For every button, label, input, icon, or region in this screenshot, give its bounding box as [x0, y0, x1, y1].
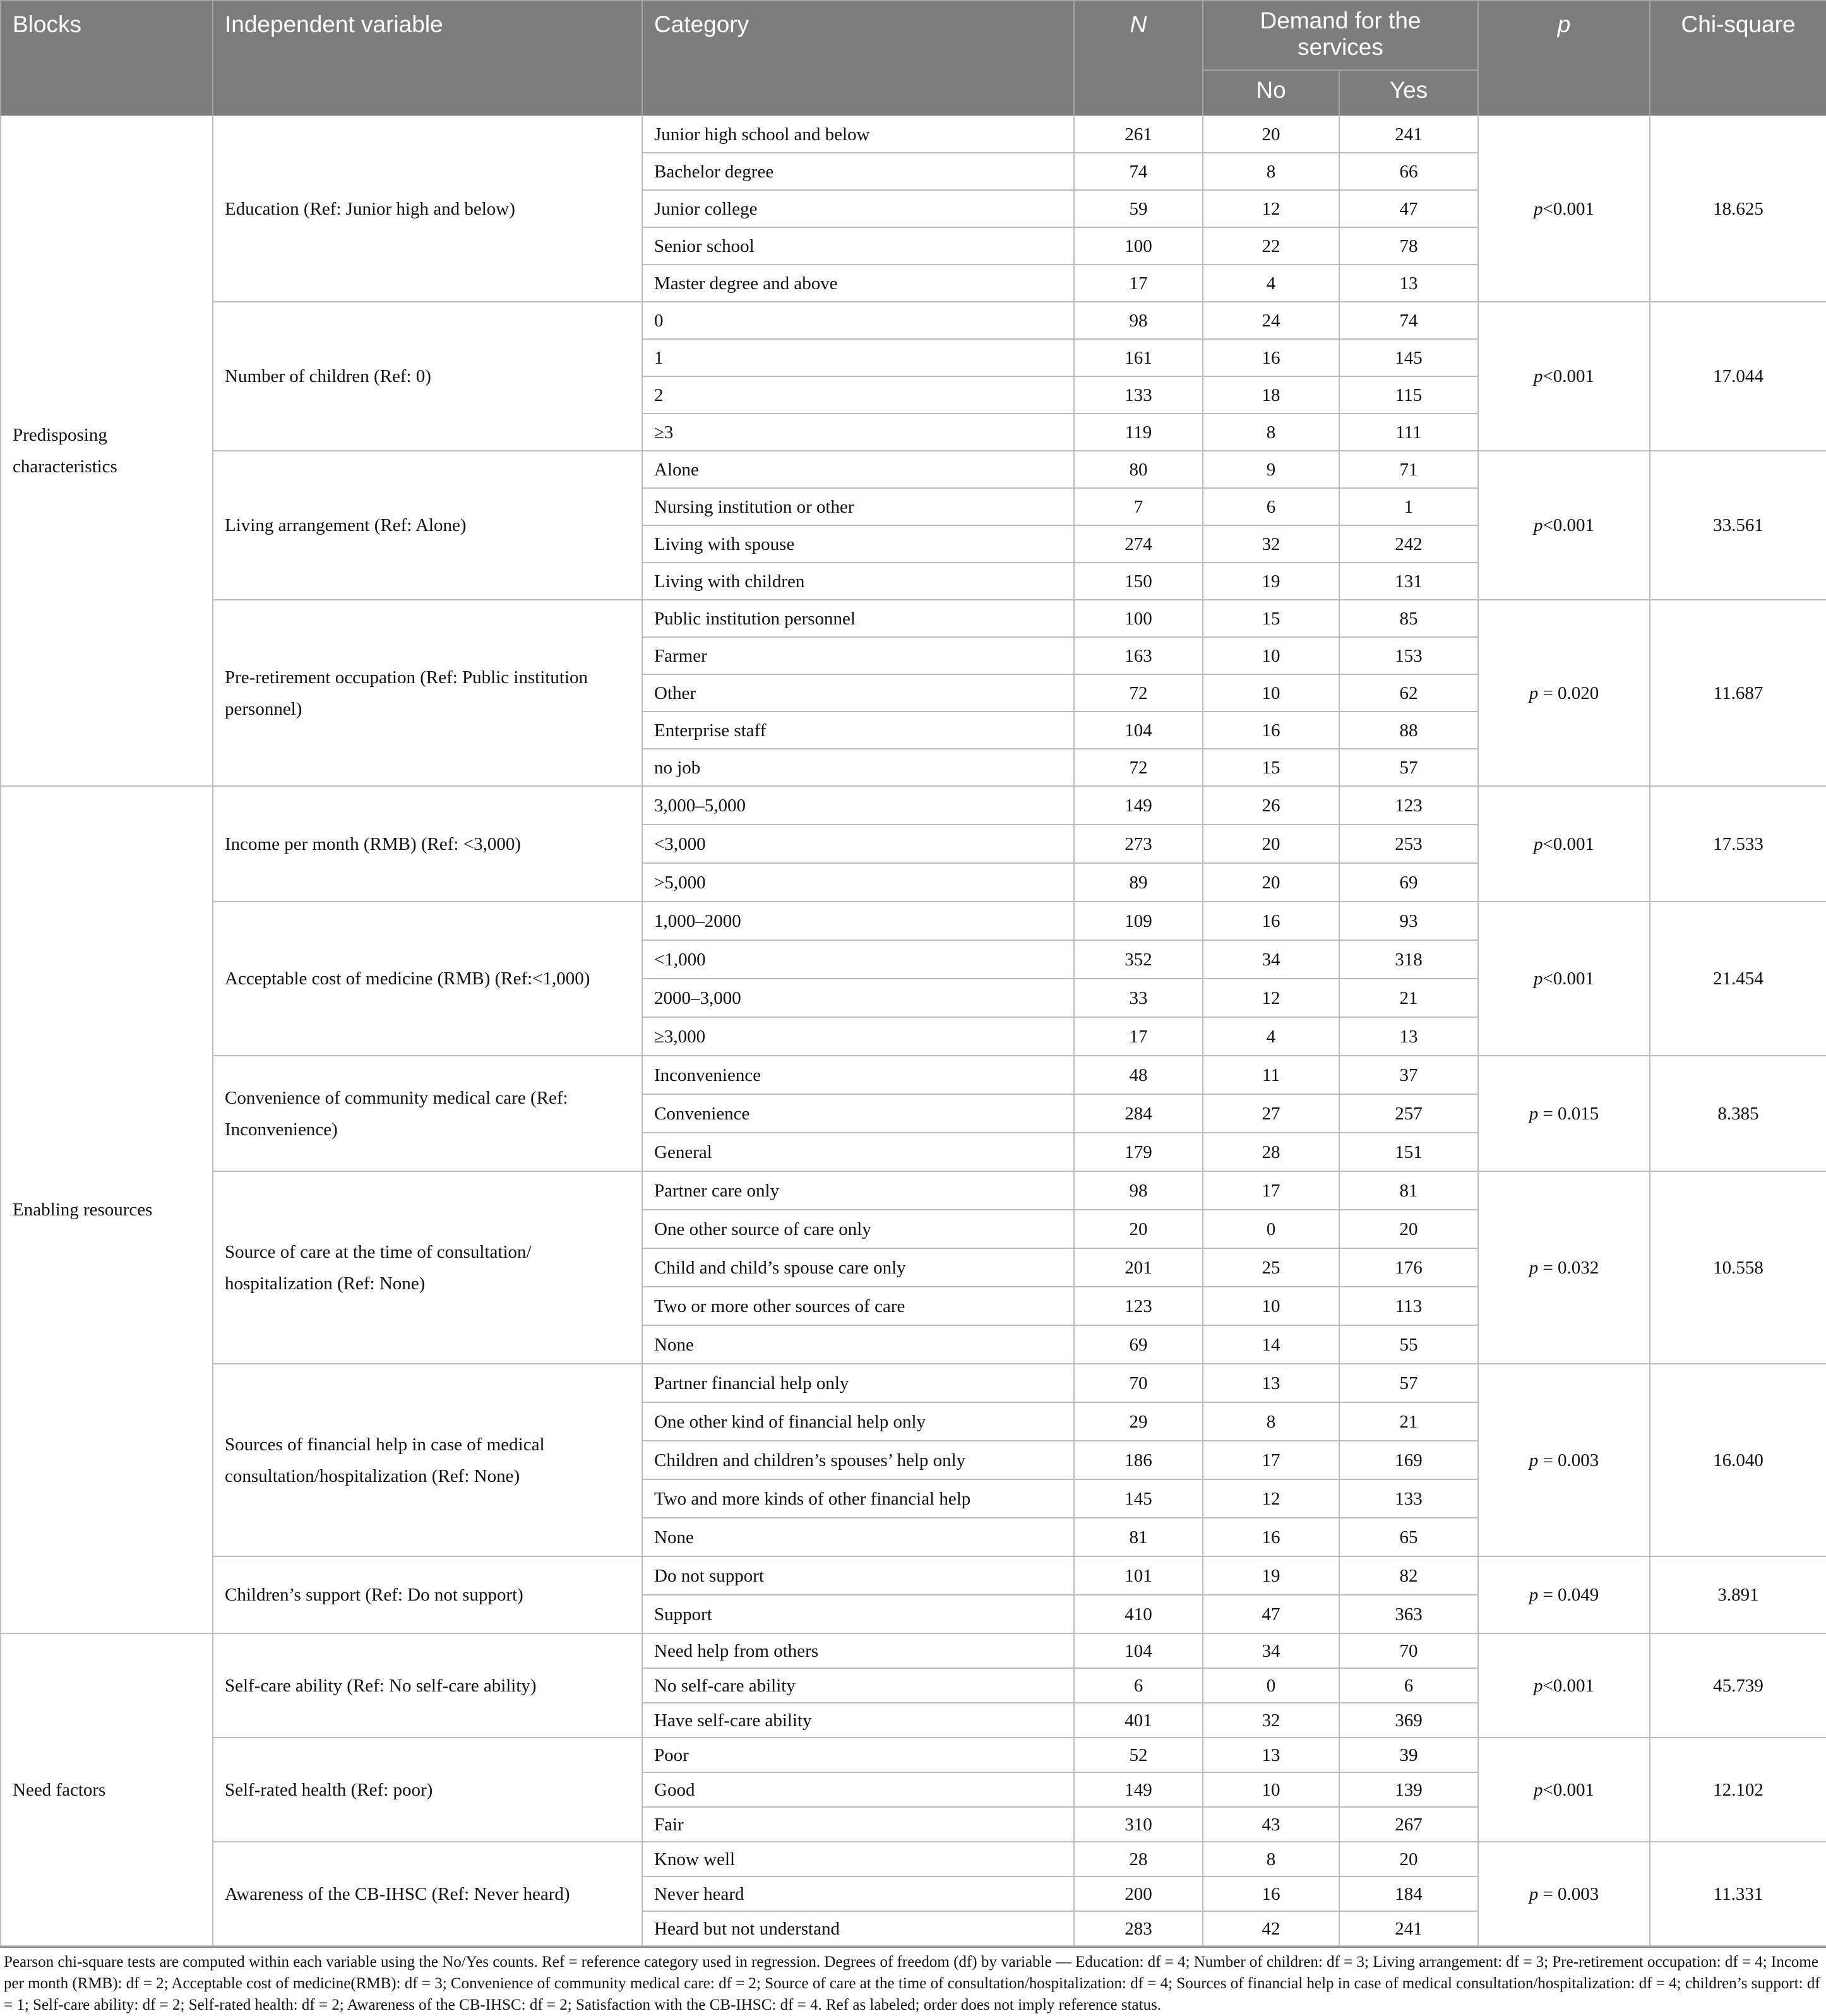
header-blocks: Blocks: [1, 1, 213, 116]
no-count-cell: 32: [1203, 525, 1339, 563]
no-count-cell: 11: [1203, 1056, 1339, 1094]
table-row: [1, 1633, 1826, 1668]
no-count-cell: 4: [1203, 265, 1339, 302]
category-cell: Junior high school and below: [642, 116, 1074, 153]
category-cell: Inconvenience: [642, 1056, 1074, 1094]
n-cell: 161: [1074, 339, 1203, 376]
n-cell: 80: [1074, 451, 1203, 488]
yes-count-cell: 82: [1339, 1556, 1478, 1595]
n-cell: 72: [1074, 749, 1203, 786]
yes-count-cell: 39: [1339, 1738, 1478, 1772]
chi-square-cell: 33.561: [1650, 451, 1826, 600]
n-cell: 72: [1074, 674, 1203, 712]
n-cell: 410: [1074, 1595, 1203, 1633]
chi-square-cell: 18.625: [1650, 116, 1826, 302]
no-count-cell: 10: [1203, 1287, 1339, 1325]
chi-square-cell: 12.102: [1650, 1738, 1826, 1842]
block-label: Need factors: [1, 1633, 213, 1946]
no-count-cell: 10: [1203, 1772, 1339, 1807]
yes-count-cell: 93: [1339, 902, 1478, 940]
header-category: Category: [642, 1, 1074, 116]
p-value-cell: [1478, 1633, 1650, 1738]
category-cell: Good: [642, 1772, 1074, 1807]
p-value: = 0.003: [1538, 1450, 1599, 1470]
variable-name: Self-rated health (Ref: poor): [213, 1738, 642, 1842]
n-cell: 69: [1074, 1325, 1203, 1364]
yes-count-cell: 6: [1339, 1668, 1478, 1703]
yes-count-cell: 318: [1339, 940, 1478, 979]
no-count-cell: 20: [1203, 116, 1339, 153]
no-count-cell: 8: [1203, 153, 1339, 190]
category-cell: Public institution personnel: [642, 600, 1074, 637]
n-cell: 274: [1074, 525, 1203, 563]
no-count-cell: 12: [1203, 979, 1339, 1017]
p-value: <0.001: [1543, 969, 1595, 989]
table-row: [1, 600, 1826, 637]
yes-count-cell: 20: [1339, 1210, 1478, 1248]
n-cell: 7: [1074, 488, 1203, 525]
no-count-cell: 34: [1203, 940, 1339, 979]
p-symbol: p: [1533, 515, 1543, 535]
no-count-cell: 8: [1203, 1842, 1339, 1876]
variable-name: Children’s support (Ref: Do not support): [213, 1556, 642, 1633]
p-value-cell: [1478, 116, 1650, 302]
category-cell: Support: [642, 1595, 1074, 1633]
category-cell: Alone: [642, 451, 1074, 488]
variable-name: Acceptable cost of medicine (RMB) (Ref:<1,000): [213, 902, 642, 1056]
p-value-cell: [1478, 1056, 1650, 1171]
category-cell: Child and child’s spouse care only: [642, 1248, 1074, 1287]
category-cell: <3,000: [642, 825, 1074, 863]
yes-count-cell: 241: [1339, 116, 1478, 153]
p-value-cell: [1478, 902, 1650, 1056]
no-count-cell: 17: [1203, 1171, 1339, 1210]
table-body: [1, 116, 1826, 1946]
yes-count-cell: 37: [1339, 1056, 1478, 1094]
n-cell: 52: [1074, 1738, 1203, 1772]
category-cell: General: [642, 1133, 1074, 1171]
no-count-cell: 25: [1203, 1248, 1339, 1287]
chi-square-cell: 11.687: [1650, 600, 1826, 786]
category-cell: Have self-care ability: [642, 1703, 1074, 1738]
yes-count-cell: 85: [1339, 600, 1478, 637]
chi-square-cell: 17.533: [1650, 786, 1826, 902]
n-cell: 123: [1074, 1287, 1203, 1325]
yes-count-cell: 145: [1339, 339, 1478, 376]
category-cell: Living with children: [642, 563, 1074, 600]
variable-name: Income per month (RMB) (Ref: <3,000): [213, 786, 642, 902]
n-cell: 149: [1074, 786, 1203, 825]
category-cell: <1,000: [642, 940, 1074, 979]
yes-count-cell: 57: [1339, 749, 1478, 786]
no-count-cell: 4: [1203, 1017, 1339, 1056]
n-cell: 74: [1074, 153, 1203, 190]
yes-count-cell: 111: [1339, 414, 1478, 451]
no-count-cell: 16: [1203, 1876, 1339, 1911]
p-value: <0.001: [1543, 515, 1595, 535]
category-cell: One other source of care only: [642, 1210, 1074, 1248]
yes-count-cell: 153: [1339, 637, 1478, 674]
yes-count-cell: 21: [1339, 979, 1478, 1017]
category-cell: Farmer: [642, 637, 1074, 674]
no-count-cell: 10: [1203, 637, 1339, 674]
no-count-cell: 20: [1203, 863, 1339, 902]
header-p: p: [1478, 1, 1650, 116]
category-cell: Partner care only: [642, 1171, 1074, 1210]
yes-count-cell: 47: [1339, 190, 1478, 227]
table-row: [1, 1171, 1826, 1210]
yes-count-cell: 369: [1339, 1703, 1478, 1738]
p-value: = 0.003: [1538, 1883, 1599, 1904]
p-value: <0.001: [1543, 1779, 1595, 1800]
block-label: Predisposing characteristics: [1, 116, 213, 786]
p-symbol: p: [1529, 683, 1539, 703]
n-cell: 98: [1074, 1171, 1203, 1210]
n-cell: 109: [1074, 902, 1203, 940]
p-symbol: p: [1529, 1103, 1539, 1124]
no-count-cell: 12: [1203, 1479, 1339, 1518]
table-row: [1, 902, 1826, 940]
category-cell: ≥3,000: [642, 1017, 1074, 1056]
p-symbol: p: [1529, 1257, 1539, 1278]
n-cell: 283: [1074, 1911, 1203, 1946]
p-value-cell: [1478, 1364, 1650, 1556]
no-count-cell: 24: [1203, 302, 1339, 339]
p-value-cell: [1478, 1738, 1650, 1842]
n-cell: 150: [1074, 563, 1203, 600]
category-cell: Heard but not understand: [642, 1911, 1074, 1946]
n-cell: 179: [1074, 1133, 1203, 1171]
no-count-cell: 32: [1203, 1703, 1339, 1738]
n-cell: 100: [1074, 227, 1203, 265]
p-value: <0.001: [1543, 366, 1595, 386]
table-row: [1, 451, 1826, 488]
yes-count-cell: 363: [1339, 1595, 1478, 1633]
variable-name: Convenience of community medical care (Ref: Inconvenience): [213, 1056, 642, 1171]
header-yes: Yes: [1339, 70, 1478, 116]
p-symbol: p: [1533, 833, 1543, 854]
category-cell: Convenience: [642, 1094, 1074, 1133]
n-cell: 59: [1074, 190, 1203, 227]
n-cell: 200: [1074, 1876, 1203, 1911]
variable-name: Number of children (Ref: 0): [213, 302, 642, 451]
variable-name: Pre-retirement occupation (Ref: Public institution personnel): [213, 600, 642, 786]
p-value: <0.001: [1543, 833, 1595, 854]
yes-count-cell: 70: [1339, 1633, 1478, 1668]
p-symbol: p: [1533, 969, 1543, 989]
variable-name: Sources of financial help in case of medical consultation/hospitalization (Ref: None): [213, 1364, 642, 1556]
n-cell: 70: [1074, 1364, 1203, 1402]
p-value: <0.001: [1543, 198, 1595, 219]
p-value-cell: [1478, 302, 1650, 451]
n-cell: 149: [1074, 1772, 1203, 1807]
yes-count-cell: 13: [1339, 1017, 1478, 1056]
no-count-cell: 13: [1203, 1364, 1339, 1402]
category-cell: Children and children’s spouses’ help only: [642, 1441, 1074, 1479]
yes-count-cell: 57: [1339, 1364, 1478, 1402]
category-cell: 2: [642, 376, 1074, 414]
category-cell: Do not support: [642, 1556, 1074, 1595]
header-n: N: [1074, 1, 1203, 116]
p-symbol: p: [1533, 198, 1543, 219]
p-value-cell: [1478, 451, 1650, 600]
p-symbol: p: [1533, 1675, 1543, 1696]
category-cell: One other kind of financial help only: [642, 1402, 1074, 1441]
category-cell: Never heard: [642, 1876, 1074, 1911]
category-cell: Poor: [642, 1738, 1074, 1772]
no-count-cell: 9: [1203, 451, 1339, 488]
category-cell: 3,000–5,000: [642, 786, 1074, 825]
p-symbol: p: [1529, 1585, 1539, 1605]
chi-square-cell: 8.385: [1650, 1056, 1826, 1171]
n-cell: 28: [1074, 1842, 1203, 1876]
table-row: [1, 1842, 1826, 1876]
yes-count-cell: 62: [1339, 674, 1478, 712]
yes-count-cell: 69: [1339, 863, 1478, 902]
category-cell: None: [642, 1518, 1074, 1556]
n-cell: 29: [1074, 1402, 1203, 1441]
yes-count-cell: 21: [1339, 1402, 1478, 1441]
yes-count-cell: 115: [1339, 376, 1478, 414]
category-cell: Know well: [642, 1842, 1074, 1876]
yes-count-cell: 257: [1339, 1094, 1478, 1133]
header-chi-square: Chi-square: [1650, 1, 1826, 116]
yes-count-cell: 123: [1339, 786, 1478, 825]
variable-name: Awareness of the CB-IHSC (Ref: Never heard): [213, 1842, 642, 1946]
chi-square-cell: 3.891: [1650, 1556, 1826, 1633]
no-count-cell: 16: [1203, 902, 1339, 940]
no-count-cell: 19: [1203, 1556, 1339, 1595]
n-cell: 284: [1074, 1094, 1203, 1133]
p-symbol: p: [1529, 1883, 1539, 1904]
yes-count-cell: 242: [1339, 525, 1478, 563]
no-count-cell: 27: [1203, 1094, 1339, 1133]
table-row: [1, 1556, 1826, 1595]
header-demand: Demand for the services: [1203, 1, 1478, 70]
category-cell: Nursing institution or other: [642, 488, 1074, 525]
yes-count-cell: 241: [1339, 1911, 1478, 1946]
n-cell: 310: [1074, 1807, 1203, 1842]
table-header: [1, 1, 1826, 116]
category-cell: Two or more other sources of care: [642, 1287, 1074, 1325]
yes-count-cell: 78: [1339, 227, 1478, 265]
category-cell: 0: [642, 302, 1074, 339]
no-count-cell: 10: [1203, 674, 1339, 712]
category-cell: No self-care ability: [642, 1668, 1074, 1703]
yes-count-cell: 133: [1339, 1479, 1478, 1518]
p-value: = 0.032: [1538, 1257, 1599, 1278]
no-count-cell: 16: [1203, 1518, 1339, 1556]
p-value: = 0.015: [1538, 1103, 1599, 1124]
table-row: [1, 1738, 1826, 1772]
n-cell: 133: [1074, 376, 1203, 414]
no-count-cell: 8: [1203, 1402, 1339, 1441]
no-count-cell: 19: [1203, 563, 1339, 600]
p-value-cell: [1478, 600, 1650, 786]
n-cell: 81: [1074, 1518, 1203, 1556]
no-count-cell: 6: [1203, 488, 1339, 525]
yes-count-cell: 253: [1339, 825, 1478, 863]
category-cell: Partner financial help only: [642, 1364, 1074, 1402]
no-count-cell: 15: [1203, 749, 1339, 786]
n-cell: 33: [1074, 979, 1203, 1017]
chi-square-cell: 16.040: [1650, 1364, 1826, 1556]
no-count-cell: 16: [1203, 339, 1339, 376]
category-cell: >5,000: [642, 863, 1074, 902]
p-value: = 0.020: [1538, 683, 1599, 703]
n-cell: 401: [1074, 1703, 1203, 1738]
n-cell: 163: [1074, 637, 1203, 674]
no-count-cell: 13: [1203, 1738, 1339, 1772]
category-cell: Fair: [642, 1807, 1074, 1842]
n-cell: 17: [1074, 1017, 1203, 1056]
category-cell: Enterprise staff: [642, 712, 1074, 749]
category-cell: None: [642, 1325, 1074, 1364]
n-cell: 6: [1074, 1668, 1203, 1703]
no-count-cell: 26: [1203, 786, 1339, 825]
table-row: [1, 116, 1826, 153]
chi-square-cell: 21.454: [1650, 902, 1826, 1056]
yes-count-cell: 74: [1339, 302, 1478, 339]
yes-count-cell: 113: [1339, 1287, 1478, 1325]
variable-name: Self-care ability (Ref: No self-care ability): [213, 1633, 642, 1738]
yes-count-cell: 13: [1339, 265, 1478, 302]
n-cell: 273: [1074, 825, 1203, 863]
no-count-cell: 8: [1203, 414, 1339, 451]
n-cell: 352: [1074, 940, 1203, 979]
n-cell: 20: [1074, 1210, 1203, 1248]
n-cell: 89: [1074, 863, 1203, 902]
yes-count-cell: 55: [1339, 1325, 1478, 1364]
n-cell: 98: [1074, 302, 1203, 339]
n-cell: 186: [1074, 1441, 1203, 1479]
block-label: Enabling resources: [1, 786, 213, 1633]
p-symbol: p: [1533, 1779, 1543, 1800]
n-cell: 104: [1074, 1633, 1203, 1668]
yes-count-cell: 176: [1339, 1248, 1478, 1287]
category-cell: Master degree and above: [642, 265, 1074, 302]
p-symbol: p: [1533, 366, 1543, 386]
table-row: [1, 1056, 1826, 1094]
table-row: [1, 786, 1826, 825]
no-count-cell: 28: [1203, 1133, 1339, 1171]
header-independent-variable: Independent variable: [213, 1, 642, 116]
no-count-cell: 12: [1203, 190, 1339, 227]
n-cell: 145: [1074, 1479, 1203, 1518]
p-value-cell: [1478, 786, 1650, 902]
n-cell: 104: [1074, 712, 1203, 749]
n-cell: 261: [1074, 116, 1203, 153]
p-value-cell: [1478, 1842, 1650, 1946]
no-count-cell: 14: [1203, 1325, 1339, 1364]
n-cell: 17: [1074, 265, 1203, 302]
category-cell: Other: [642, 674, 1074, 712]
no-count-cell: 47: [1203, 1595, 1339, 1633]
chi-square-cell: 17.044: [1650, 302, 1826, 451]
yes-count-cell: 1: [1339, 488, 1478, 525]
no-count-cell: 43: [1203, 1807, 1339, 1842]
n-cell: 48: [1074, 1056, 1203, 1094]
chi-square-cell: 45.739: [1650, 1633, 1826, 1738]
variable-name: Education (Ref: Junior high and below): [213, 116, 642, 302]
n-cell: 101: [1074, 1556, 1203, 1595]
category-cell: 2000–3,000: [642, 979, 1074, 1017]
header-no: No: [1203, 70, 1339, 116]
p-value-cell: [1478, 1556, 1650, 1633]
yes-count-cell: 184: [1339, 1876, 1478, 1911]
n-cell: 119: [1074, 414, 1203, 451]
no-count-cell: 22: [1203, 227, 1339, 265]
category-cell: Junior college: [642, 190, 1074, 227]
p-value-cell: [1478, 1171, 1650, 1364]
variable-name: Source of care at the time of consultation/ hospitalization (Ref: None): [213, 1171, 642, 1364]
category-cell: Two and more kinds of other financial help: [642, 1479, 1074, 1518]
variable-name: Living arrangement (Ref: Alone): [213, 451, 642, 600]
yes-count-cell: 20: [1339, 1842, 1478, 1876]
category-cell: Senior school: [642, 227, 1074, 265]
category-cell: Living with spouse: [642, 525, 1074, 563]
yes-count-cell: 88: [1339, 712, 1478, 749]
no-count-cell: 42: [1203, 1911, 1339, 1946]
no-count-cell: 17: [1203, 1441, 1339, 1479]
category-cell: no job: [642, 749, 1074, 786]
no-count-cell: 18: [1203, 376, 1339, 414]
yes-count-cell: 66: [1339, 153, 1478, 190]
yes-count-cell: 151: [1339, 1133, 1478, 1171]
no-count-cell: 16: [1203, 712, 1339, 749]
category-cell: 1,000–2000: [642, 902, 1074, 940]
category-cell: Bachelor degree: [642, 153, 1074, 190]
yes-count-cell: 81: [1339, 1171, 1478, 1210]
no-count-cell: 34: [1203, 1633, 1339, 1668]
category-cell: 1: [642, 339, 1074, 376]
no-count-cell: 0: [1203, 1668, 1339, 1703]
category-cell: Need help from others: [642, 1633, 1074, 1668]
p-symbol: p: [1529, 1450, 1539, 1470]
n-cell: 100: [1074, 600, 1203, 637]
chi-square-cell: 10.558: [1650, 1171, 1826, 1364]
yes-count-cell: 267: [1339, 1807, 1478, 1842]
yes-count-cell: 139: [1339, 1772, 1478, 1807]
no-count-cell: 20: [1203, 825, 1339, 863]
n-cell: 201: [1074, 1248, 1203, 1287]
yes-count-cell: 71: [1339, 451, 1478, 488]
yes-count-cell: 169: [1339, 1441, 1478, 1479]
category-cell: ≥3: [642, 414, 1074, 451]
chi-square-cell: 11.331: [1650, 1842, 1826, 1946]
table-row: [1, 302, 1826, 339]
no-count-cell: 15: [1203, 600, 1339, 637]
no-count-cell: 0: [1203, 1210, 1339, 1248]
yes-count-cell: 131: [1339, 563, 1478, 600]
table-footnote: Pearson chi-square tests are computed within each variable using the No/Yes counts. Ref = reference category used in regression. Degrees of freedom (df) by variable — Education: df = 4; Number of children: df = 3; Living arrangement: df = 3; Pre-retirement occupation: df = 4; Income per month (RMB): df = 2; Acceptable cost of medicine(RMB): df = 3; Convenience of community medical care: df = 2; Source of care at the time of consultation/hospitalization: df = 4; Sources of financial help in case of medical consultation/hospitalization: df = 4; children’s support: df = 1; Self-care ability: df = 2; Self-rated health: df = 2; Awareness of the CB-IHSC: df = 2; Satisfaction with the CB-IHSC: df = 4. Ref as labeled; order does not imply reference status.: [0, 1947, 1826, 2016]
yes-count-cell: 65: [1339, 1518, 1478, 1556]
p-value: = 0.049: [1538, 1585, 1599, 1605]
table-row: [1, 1364, 1826, 1402]
p-value: <0.001: [1543, 1675, 1595, 1696]
